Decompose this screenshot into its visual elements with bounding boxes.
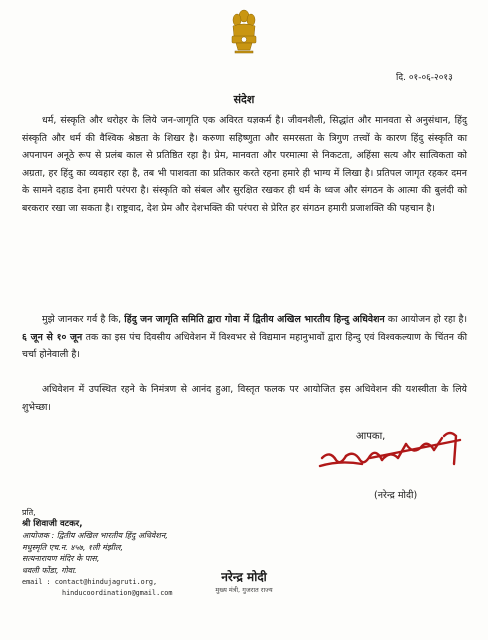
recipient-email-2: hinducoordination@gmail.com bbox=[62, 589, 173, 598]
letter-heading: संदेश bbox=[233, 93, 255, 106]
para2-intro: मुझे जानकर गर्व है कि, bbox=[42, 314, 125, 325]
salutation: आपका, bbox=[356, 431, 386, 442]
message-paragraph-3 bbox=[22, 381, 467, 416]
event-dates: ६ जून से १० जून bbox=[22, 331, 83, 343]
signatory-name: (नरेन्द्र मोदी) bbox=[374, 490, 418, 501]
recipient-name: श्री शिवाजी वटकर, bbox=[22, 518, 83, 529]
recipient-line-4: धवली फोंडा, गोवा. bbox=[22, 565, 77, 575]
message-paragraph-1-text: धर्म, संस्कृति और धरोहर के लिये जन-जागृति एक अविरत यज्ञकर्म है। जीवनशैली, सिद्धांत और मानवता से अनुसंधान, हिंदु संस्कृति और धर्म की वैश्विक श्रेष्ठता के शिखर है। करुणा सहिष्णुता और समरसता के त्रिगुण तत्त्वों के कारण हिंदु संस्कृति का अपनापन अनूठे रूप से प्रलंब काल से प्रतिष्ठित रहा है। प्रेम, मानवता और परमात्मा से निकटता, अहिंसा सत्य और सात्विकता को अग्रता, हर हिंदु का व्यवहार रहा है, तब भी पाशवता का प्रतिकार करते रहना हमारे ही भाग्य में लिखा है। प्रतिपल जागृत रहकर दमन के सामने दहाड देना हमारी परंपरा है। संस्कृति को संबल और सुरक्षित रखकर ही धर्म के ध्वज और संगठन के आत्मा की बुलंदी को बरकरार रखा जा सकता है। राष्ट्रवाद, देश प्रेम और देशभक्ति की परंपरा से प्रेरित हर संगठन हमारी प्रजाशक्ति की पहचान है। bbox=[22, 115, 467, 214]
handwritten-signature bbox=[310, 420, 475, 480]
recipient-email-1: email : contact@hindujagruti.org, bbox=[22, 577, 158, 586]
footer-name: नरेन्द्र मोदी bbox=[221, 570, 267, 584]
para2-mid: का आयोजन हो रहा है। bbox=[384, 314, 467, 325]
recipient-prati: प्रति, bbox=[22, 508, 36, 517]
message-paragraph-2 bbox=[22, 311, 467, 364]
message-paragraph-1 bbox=[22, 112, 467, 217]
letter-date: दि. ०१-०६-२०१३ bbox=[396, 73, 453, 83]
national-emblem-icon bbox=[228, 6, 260, 58]
event-name: हिंदु जन जागृति समिति द्वारा गोवा में द्वितीय अखिल भारतीय हिन्दु अधिवेशन bbox=[124, 314, 385, 325]
recipient-line-1: आयोजक : द्वितीय अखिल भारतीय हिंदु अधिवेशन, bbox=[22, 531, 168, 541]
footer-subtitle: मुख्य मंत्री, गुजरात राज्य bbox=[215, 586, 273, 594]
recipient-line-3: सत्यनारायण मंदिर के पास, bbox=[22, 554, 100, 564]
para2-end: तक का इस पंच दिवसीय अधिवेशन में विश्वभर से विद्यमान महानुभावों द्वारा हिन्दु एवं विश्वकल्याण के चिंतन की चर्चा होनेवाली है। bbox=[22, 331, 467, 360]
message-paragraph-3-text: अधिवेशन में उपस्थित रहने के निमंत्रण से आनंद हुआ, विस्तृत फलक पर आयोजित इस अधिवेशन की यशस्वीता के लिये शुभेच्छा। bbox=[22, 384, 467, 413]
recipient-line-2: मधुस्मृति एच.न. ४५७, १ली मंझील, bbox=[22, 542, 123, 552]
